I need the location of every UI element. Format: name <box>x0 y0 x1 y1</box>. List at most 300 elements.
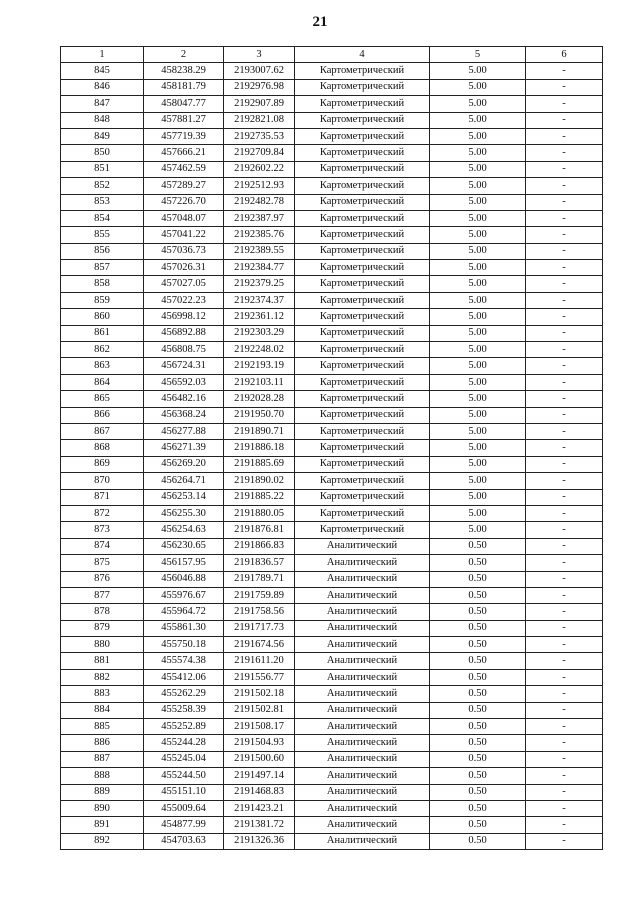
accuracy-cell: 0.50 <box>430 637 526 653</box>
x-coordinate-cell: 458238.29 <box>144 63 224 79</box>
point-number-cell: 859 <box>61 292 144 308</box>
method-cell: Картометрический <box>295 178 430 194</box>
x-coordinate-cell: 457226.70 <box>144 194 224 210</box>
note-cell: - <box>526 178 603 194</box>
note-cell: - <box>526 210 603 226</box>
x-coordinate-cell: 456998.12 <box>144 309 224 325</box>
y-coordinate-cell: 2191504.93 <box>224 735 295 751</box>
point-number-cell: 886 <box>61 735 144 751</box>
point-number-cell: 857 <box>61 260 144 276</box>
accuracy-cell: 5.00 <box>430 161 526 177</box>
note-cell: - <box>526 817 603 833</box>
y-coordinate-cell: 2192303.29 <box>224 325 295 341</box>
y-coordinate-cell: 2192976.98 <box>224 79 295 95</box>
note-cell: - <box>526 489 603 505</box>
method-cell: Картометрический <box>295 358 430 374</box>
y-coordinate-cell: 2192361.12 <box>224 309 295 325</box>
table-row <box>61 538 603 554</box>
accuracy-cell: 0.50 <box>430 833 526 849</box>
method-cell: Аналитический <box>295 538 430 554</box>
accuracy-cell: 5.00 <box>430 342 526 358</box>
point-number-cell: 889 <box>61 784 144 800</box>
x-coordinate-cell: 456592.03 <box>144 374 224 390</box>
method-cell: Картометрический <box>295 440 430 456</box>
point-number-cell: 852 <box>61 178 144 194</box>
accuracy-cell: 5.00 <box>430 505 526 521</box>
method-cell: Картометрический <box>295 292 430 308</box>
table-row <box>61 751 603 767</box>
point-number-cell: 862 <box>61 342 144 358</box>
accuracy-cell: 0.50 <box>430 604 526 620</box>
table-row <box>61 210 603 226</box>
note-cell: - <box>526 342 603 358</box>
note-cell: - <box>526 309 603 325</box>
accuracy-cell: 0.50 <box>430 751 526 767</box>
table-row <box>61 653 603 669</box>
y-coordinate-cell: 2191500.60 <box>224 751 295 767</box>
y-coordinate-cell: 2191502.18 <box>224 686 295 702</box>
point-number-cell: 855 <box>61 227 144 243</box>
x-coordinate-cell: 455009.64 <box>144 800 224 816</box>
x-coordinate-cell: 456892.88 <box>144 325 224 341</box>
note-cell: - <box>526 276 603 292</box>
method-cell: Аналитический <box>295 686 430 702</box>
note-cell: - <box>526 604 603 620</box>
table-row <box>61 604 603 620</box>
table-row <box>61 374 603 390</box>
accuracy-cell: 5.00 <box>430 260 526 276</box>
table-row <box>61 686 603 702</box>
point-number-cell: 854 <box>61 210 144 226</box>
note-cell: - <box>526 620 603 636</box>
y-coordinate-cell: 2191468.83 <box>224 784 295 800</box>
y-coordinate-cell: 2192709.84 <box>224 145 295 161</box>
point-number-cell: 872 <box>61 505 144 521</box>
accuracy-cell: 0.50 <box>430 653 526 669</box>
table-row <box>61 489 603 505</box>
accuracy-cell: 0.50 <box>430 538 526 554</box>
point-number-cell: 851 <box>61 161 144 177</box>
note-cell: - <box>526 653 603 669</box>
table-row <box>61 276 603 292</box>
point-number-cell: 879 <box>61 620 144 636</box>
point-number-cell: 883 <box>61 686 144 702</box>
table-row <box>61 440 603 456</box>
accuracy-cell: 0.50 <box>430 719 526 735</box>
y-coordinate-cell: 2192512.93 <box>224 178 295 194</box>
table-row <box>61 112 603 128</box>
table-row <box>61 719 603 735</box>
note-cell: - <box>526 63 603 79</box>
x-coordinate-cell: 456724.31 <box>144 358 224 374</box>
table-row <box>61 669 603 685</box>
table-row <box>61 505 603 521</box>
point-number-cell: 873 <box>61 522 144 538</box>
x-coordinate-cell: 456264.71 <box>144 473 224 489</box>
method-cell: Картометрический <box>295 456 430 472</box>
point-number-cell: 885 <box>61 719 144 735</box>
method-cell: Аналитический <box>295 653 430 669</box>
method-cell: Картометрический <box>295 309 430 325</box>
note-cell: - <box>526 243 603 259</box>
x-coordinate-cell: 455245.04 <box>144 751 224 767</box>
point-number-cell: 878 <box>61 604 144 620</box>
accuracy-cell: 5.00 <box>430 473 526 489</box>
x-coordinate-cell: 458047.77 <box>144 96 224 112</box>
x-coordinate-cell: 457666.21 <box>144 145 224 161</box>
point-number-cell: 887 <box>61 751 144 767</box>
x-coordinate-cell: 457881.27 <box>144 112 224 128</box>
note-cell: - <box>526 358 603 374</box>
x-coordinate-cell: 454877.99 <box>144 817 224 833</box>
x-coordinate-cell: 456271.39 <box>144 440 224 456</box>
table-row <box>61 833 603 849</box>
point-number-cell: 865 <box>61 391 144 407</box>
point-number-cell: 863 <box>61 358 144 374</box>
column-header: 6 <box>526 47 603 63</box>
note-cell: - <box>526 194 603 210</box>
accuracy-cell: 0.50 <box>430 555 526 571</box>
method-cell: Картометрический <box>295 407 430 423</box>
method-cell: Картометрический <box>295 489 430 505</box>
x-coordinate-cell: 455262.29 <box>144 686 224 702</box>
point-number-cell: 880 <box>61 637 144 653</box>
accuracy-cell: 5.00 <box>430 522 526 538</box>
accuracy-cell: 5.00 <box>430 79 526 95</box>
accuracy-cell: 5.00 <box>430 456 526 472</box>
y-coordinate-cell: 2192379.25 <box>224 276 295 292</box>
accuracy-cell: 5.00 <box>430 358 526 374</box>
accuracy-cell: 5.00 <box>430 128 526 144</box>
note-cell: - <box>526 391 603 407</box>
y-coordinate-cell: 2191497.14 <box>224 768 295 784</box>
x-coordinate-cell: 457022.23 <box>144 292 224 308</box>
accuracy-cell: 0.50 <box>430 669 526 685</box>
table-row <box>61 63 603 79</box>
accuracy-cell: 5.00 <box>430 407 526 423</box>
y-coordinate-cell: 2192193.19 <box>224 358 295 374</box>
table-row <box>61 768 603 784</box>
y-coordinate-cell: 2192821.08 <box>224 112 295 128</box>
point-number-cell: 884 <box>61 702 144 718</box>
method-cell: Аналитический <box>295 817 430 833</box>
accuracy-cell: 0.50 <box>430 620 526 636</box>
table-row <box>61 456 603 472</box>
table-row <box>61 817 603 833</box>
point-number-cell: 853 <box>61 194 144 210</box>
x-coordinate-cell: 456230.65 <box>144 538 224 554</box>
y-coordinate-cell: 2192482.78 <box>224 194 295 210</box>
y-coordinate-cell: 2191423.21 <box>224 800 295 816</box>
point-number-cell: 881 <box>61 653 144 669</box>
x-coordinate-cell: 455151.10 <box>144 784 224 800</box>
y-coordinate-cell: 2192387.97 <box>224 210 295 226</box>
table-body <box>61 63 603 850</box>
point-number-cell: 861 <box>61 325 144 341</box>
y-coordinate-cell: 2192374.37 <box>224 292 295 308</box>
point-number-cell: 866 <box>61 407 144 423</box>
table-row <box>61 227 603 243</box>
note-cell: - <box>526 800 603 816</box>
table-row <box>61 145 603 161</box>
y-coordinate-cell: 2192389.55 <box>224 243 295 259</box>
x-coordinate-cell: 457289.27 <box>144 178 224 194</box>
x-coordinate-cell: 456482.16 <box>144 391 224 407</box>
x-coordinate-cell: 455244.28 <box>144 735 224 751</box>
accuracy-cell: 0.50 <box>430 686 526 702</box>
x-coordinate-cell: 457462.59 <box>144 161 224 177</box>
method-cell: Аналитический <box>295 784 430 800</box>
point-number-cell: 874 <box>61 538 144 554</box>
x-coordinate-cell: 455976.67 <box>144 587 224 603</box>
accuracy-cell: 5.00 <box>430 325 526 341</box>
column-header: 4 <box>295 47 430 63</box>
note-cell: - <box>526 538 603 554</box>
x-coordinate-cell: 455252.89 <box>144 719 224 735</box>
table-row <box>61 358 603 374</box>
y-coordinate-cell: 2191508.17 <box>224 719 295 735</box>
accuracy-cell: 5.00 <box>430 391 526 407</box>
x-coordinate-cell: 455964.72 <box>144 604 224 620</box>
note-cell: - <box>526 325 603 341</box>
accuracy-cell: 0.50 <box>430 587 526 603</box>
note-cell: - <box>526 423 603 439</box>
y-coordinate-cell: 2191890.71 <box>224 423 295 439</box>
column-header: 3 <box>224 47 295 63</box>
y-coordinate-cell: 2191556.77 <box>224 669 295 685</box>
table-row <box>61 555 603 571</box>
method-cell: Картометрический <box>295 194 430 210</box>
accuracy-cell: 5.00 <box>430 96 526 112</box>
x-coordinate-cell: 456269.20 <box>144 456 224 472</box>
note-cell: - <box>526 227 603 243</box>
point-number-cell: 869 <box>61 456 144 472</box>
note-cell: - <box>526 456 603 472</box>
y-coordinate-cell: 2192103.11 <box>224 374 295 390</box>
table-row <box>61 522 603 538</box>
x-coordinate-cell: 456277.88 <box>144 423 224 439</box>
note-cell: - <box>526 686 603 702</box>
method-cell: Картометрический <box>295 260 430 276</box>
x-coordinate-cell: 456368.24 <box>144 407 224 423</box>
accuracy-cell: 0.50 <box>430 702 526 718</box>
accuracy-cell: 5.00 <box>430 227 526 243</box>
table-row <box>61 702 603 718</box>
x-coordinate-cell: 457036.73 <box>144 243 224 259</box>
table-row <box>61 194 603 210</box>
method-cell: Аналитический <box>295 604 430 620</box>
table-row <box>61 243 603 259</box>
method-cell: Аналитический <box>295 620 430 636</box>
table-row <box>61 342 603 358</box>
table-row <box>61 79 603 95</box>
note-cell: - <box>526 555 603 571</box>
note-cell: - <box>526 751 603 767</box>
point-number-cell: 846 <box>61 79 144 95</box>
y-coordinate-cell: 2191326.36 <box>224 833 295 849</box>
accuracy-cell: 5.00 <box>430 489 526 505</box>
page-number: 21 <box>312 14 328 30</box>
accuracy-cell: 5.00 <box>430 309 526 325</box>
y-coordinate-cell: 2193007.62 <box>224 63 295 79</box>
method-cell: Картометрический <box>295 325 430 341</box>
method-cell: Картометрический <box>295 391 430 407</box>
table-row <box>61 784 603 800</box>
x-coordinate-cell: 457026.31 <box>144 260 224 276</box>
y-coordinate-cell: 2191502.81 <box>224 702 295 718</box>
point-number-cell: 870 <box>61 473 144 489</box>
point-number-cell: 860 <box>61 309 144 325</box>
method-cell: Аналитический <box>295 571 430 587</box>
point-number-cell: 850 <box>61 145 144 161</box>
note-cell: - <box>526 145 603 161</box>
table-row <box>61 735 603 751</box>
accuracy-cell: 5.00 <box>430 440 526 456</box>
x-coordinate-cell: 456808.75 <box>144 342 224 358</box>
table-header-row <box>61 47 603 63</box>
y-coordinate-cell: 2191866.83 <box>224 538 295 554</box>
method-cell: Аналитический <box>295 833 430 849</box>
table-row <box>61 587 603 603</box>
x-coordinate-cell: 455244.50 <box>144 768 224 784</box>
note-cell: - <box>526 260 603 276</box>
note-cell: - <box>526 128 603 144</box>
table-row <box>61 407 603 423</box>
table-row <box>61 325 603 341</box>
table-row <box>61 96 603 112</box>
accuracy-cell: 0.50 <box>430 784 526 800</box>
point-number-cell: 888 <box>61 768 144 784</box>
x-coordinate-cell: 454703.63 <box>144 833 224 849</box>
accuracy-cell: 5.00 <box>430 112 526 128</box>
y-coordinate-cell: 2191717.73 <box>224 620 295 636</box>
y-coordinate-cell: 2191950.70 <box>224 407 295 423</box>
point-number-cell: 848 <box>61 112 144 128</box>
column-header: 1 <box>61 47 144 63</box>
method-cell: Картометрический <box>295 522 430 538</box>
table-row <box>61 571 603 587</box>
method-cell: Картометрический <box>295 423 430 439</box>
point-number-cell: 868 <box>61 440 144 456</box>
x-coordinate-cell: 456046.88 <box>144 571 224 587</box>
note-cell: - <box>526 374 603 390</box>
accuracy-cell: 0.50 <box>430 571 526 587</box>
accuracy-cell: 5.00 <box>430 194 526 210</box>
y-coordinate-cell: 2192735.53 <box>224 128 295 144</box>
method-cell: Аналитический <box>295 800 430 816</box>
method-cell: Аналитический <box>295 637 430 653</box>
method-cell: Картометрический <box>295 342 430 358</box>
y-coordinate-cell: 2192248.02 <box>224 342 295 358</box>
y-coordinate-cell: 2191758.56 <box>224 604 295 620</box>
accuracy-cell: 5.00 <box>430 145 526 161</box>
point-number-cell: 877 <box>61 587 144 603</box>
note-cell: - <box>526 637 603 653</box>
note-cell: - <box>526 735 603 751</box>
accuracy-cell: 5.00 <box>430 178 526 194</box>
point-number-cell: 856 <box>61 243 144 259</box>
y-coordinate-cell: 2191381.72 <box>224 817 295 833</box>
method-cell: Аналитический <box>295 735 430 751</box>
accuracy-cell: 5.00 <box>430 423 526 439</box>
method-cell: Картометрический <box>295 145 430 161</box>
accuracy-cell: 5.00 <box>430 292 526 308</box>
method-cell: Картометрический <box>295 210 430 226</box>
method-cell: Аналитический <box>295 669 430 685</box>
y-coordinate-cell: 2192907.89 <box>224 96 295 112</box>
x-coordinate-cell: 455750.18 <box>144 637 224 653</box>
accuracy-cell: 0.50 <box>430 768 526 784</box>
accuracy-cell: 5.00 <box>430 210 526 226</box>
accuracy-cell: 0.50 <box>430 817 526 833</box>
y-coordinate-cell: 2192385.76 <box>224 227 295 243</box>
accuracy-cell: 5.00 <box>430 276 526 292</box>
method-cell: Картометрический <box>295 227 430 243</box>
y-coordinate-cell: 2191880.05 <box>224 505 295 521</box>
coordinates-table <box>60 46 603 850</box>
table-row <box>61 292 603 308</box>
x-coordinate-cell: 457048.07 <box>144 210 224 226</box>
method-cell: Картометрический <box>295 63 430 79</box>
point-number-cell: 849 <box>61 128 144 144</box>
y-coordinate-cell: 2191890.02 <box>224 473 295 489</box>
method-cell: Картометрический <box>295 243 430 259</box>
note-cell: - <box>526 505 603 521</box>
column-header: 5 <box>430 47 526 63</box>
y-coordinate-cell: 2192028.28 <box>224 391 295 407</box>
note-cell: - <box>526 161 603 177</box>
table-row <box>61 620 603 636</box>
note-cell: - <box>526 669 603 685</box>
table-row <box>61 391 603 407</box>
note-cell: - <box>526 112 603 128</box>
table-row <box>61 637 603 653</box>
method-cell: Аналитический <box>295 719 430 735</box>
accuracy-cell: 0.50 <box>430 800 526 816</box>
accuracy-cell: 0.50 <box>430 735 526 751</box>
method-cell: Аналитический <box>295 587 430 603</box>
y-coordinate-cell: 2191836.57 <box>224 555 295 571</box>
table-row <box>61 473 603 489</box>
y-coordinate-cell: 2191674.56 <box>224 637 295 653</box>
x-coordinate-cell: 457027.05 <box>144 276 224 292</box>
x-coordinate-cell: 455412.06 <box>144 669 224 685</box>
point-number-cell: 847 <box>61 96 144 112</box>
note-cell: - <box>526 407 603 423</box>
x-coordinate-cell: 455861.30 <box>144 620 224 636</box>
point-number-cell: 845 <box>61 63 144 79</box>
x-coordinate-cell: 457719.39 <box>144 128 224 144</box>
x-coordinate-cell: 457041.22 <box>144 227 224 243</box>
method-cell: Картометрический <box>295 96 430 112</box>
method-cell: Аналитический <box>295 751 430 767</box>
x-coordinate-cell: 456254.63 <box>144 522 224 538</box>
y-coordinate-cell: 2191885.22 <box>224 489 295 505</box>
x-coordinate-cell: 455574.38 <box>144 653 224 669</box>
point-number-cell: 882 <box>61 669 144 685</box>
method-cell: Аналитический <box>295 702 430 718</box>
table-row <box>61 128 603 144</box>
note-cell: - <box>526 440 603 456</box>
y-coordinate-cell: 2191876.81 <box>224 522 295 538</box>
note-cell: - <box>526 473 603 489</box>
point-number-cell: 890 <box>61 800 144 816</box>
method-cell: Аналитический <box>295 555 430 571</box>
x-coordinate-cell: 456255.30 <box>144 505 224 521</box>
table-row <box>61 423 603 439</box>
x-coordinate-cell: 456157.95 <box>144 555 224 571</box>
accuracy-cell: 5.00 <box>430 243 526 259</box>
